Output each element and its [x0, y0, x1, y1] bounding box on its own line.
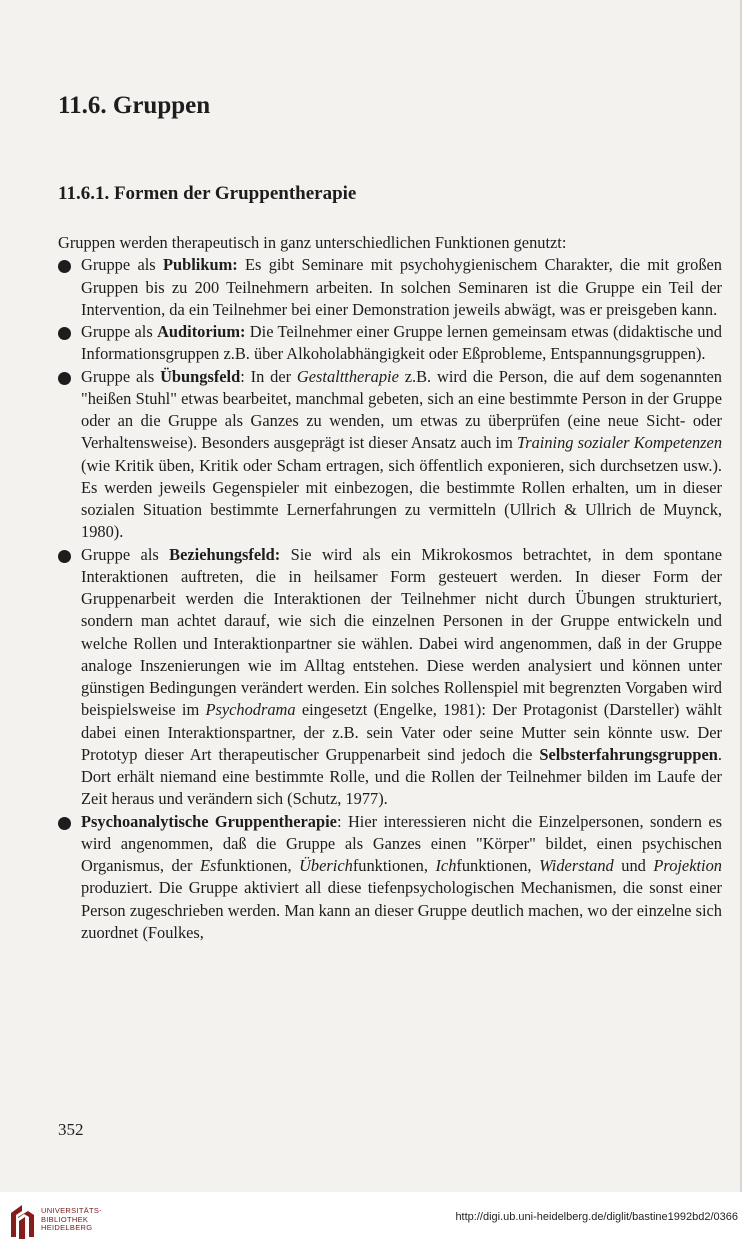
subsection-title: 11.6.1. Formen der Gruppentherapie [58, 183, 357, 204]
source-url-link[interactable]: http://digi.ub.uni-heidelberg.de/diglit/bastine1992bd2/0366 [455, 1211, 738, 1223]
intro-paragraph: Gruppen werden therapeutisch in ganz unterschiedlichen Funktionen genutzt: [58, 233, 567, 252]
library-logo-icon[interactable] [8, 1203, 38, 1246]
item-lead: Gruppe als [81, 544, 170, 564]
item-term: Übungsfeld [160, 366, 241, 386]
item-text: produziert. Die Gruppe aktiviert all diese tiefenpsychologischen Mechanismen, die sonst einer Person zugeschrieben werden. Man kann an dieser Gruppe deutlich machen, wo der einzelne sich zuordnet (Foulkes, [81, 878, 722, 942]
page-number: 352 [58, 1120, 84, 1139]
item-emphasis: Psychodrama [205, 700, 296, 720]
item-emphasis: Widerstand [539, 856, 614, 875]
item-emphasis: Es [200, 856, 217, 875]
item-emphasis: Überich [299, 856, 353, 875]
item-term: Publikum: [162, 255, 238, 275]
logo-line: HEIDELBERG [41, 1223, 93, 1232]
list-item-publikum [58, 254, 722, 321]
item-emphasis: Gestalttherapie [296, 366, 399, 386]
list-item-uebungsfeld [58, 366, 722, 544]
item-emphasis: Projektion [653, 856, 722, 875]
item-lead: Gruppe als [81, 366, 161, 386]
item-text: Die Teilnehmer einer Gruppe lernen gemeinsam etwas (didaktische und Informationsgruppen z.B. über Alkoholabhängigkeit oder Eßprobleme, Entspannungsgruppen). [81, 322, 722, 364]
item-text: . Dort erhält niemand eine bestimmte Rolle, und die Rollen der Teilnehmer bilden im Laufe der Zeit heraus und verändern sich (Schutz, 1977). [81, 744, 722, 809]
list-item-auditorium [58, 321, 722, 366]
item-lead: Gruppe als [81, 322, 158, 341]
section-title: 11.6. Gruppen [58, 92, 211, 119]
item-text: funktionen, [216, 856, 300, 875]
bullet-icon [58, 327, 71, 340]
bullet-icon [58, 817, 71, 830]
item-emphasis: Training sozialer Kompetenzen [517, 433, 723, 453]
logo-line: BIBLIOTHEK [41, 1214, 89, 1224]
item-lead: Gruppe als [81, 255, 163, 275]
bullet-icon [58, 372, 71, 385]
item-text: und [613, 856, 654, 875]
body-text [58, 232, 722, 944]
item-text: : Hier interessieren nicht die Einzelpersonen, sondern es wird angenommen, daß die Gruppe als Ganzes einen "Körper" bildet, einen psychischen Organismus, der [81, 811, 722, 875]
item-text: funktionen, [456, 856, 540, 875]
item-text: : In der [240, 366, 297, 386]
bullet-icon [58, 260, 71, 273]
item-text: Es gibt Seminare mit psychohygienischem Charakter, die mit großen Gruppen bis zu 200 Teilnehmern arbeiten. In solchen Seminaren ist die Gruppe ein Teil der Intervention, da ein Teilnehmer bei einer Demonstration jeweils abwägt, was er preisgeben kann. [81, 255, 723, 319]
item-term: Psychoanalytische Gruppentherapie [81, 811, 337, 831]
bullet-icon [58, 550, 71, 563]
item-term: Beziehungsfeld: [169, 544, 281, 564]
item-text: funktionen, [352, 856, 436, 875]
library-logo-text [41, 1207, 102, 1233]
item-text: (wie Kritik üben, Kritik oder Scham ertragen, sich öffentlich exponieren, sich durchsetzen usw.). Es werden jeweils Gegenspieler mit einbezogen, die bestimmte Rollen erhalten, um in dieser sozialen Situation bestimmte Lernerfahrungen zu vermitteln (Ullrich & Ullrich de Muynck, 1980). [81, 455, 722, 542]
item-term: Auditorium: [157, 322, 246, 341]
item-text: z.B. wird die Person, die auf dem sogenannten "heißen Stuhl" etwas bearbeitet, manchmal gebeten, sich an eine bestimmte Person in der Gruppe oder an die Gruppe als Ganzes zu wenden, um etwas zu überprüfen (eine neue Sicht- oder Verhaltensweise). Besonders ausgeprägt ist dieser Ansatz auch im [81, 366, 722, 453]
logo-line: UNIVERSITÄTS- [41, 1206, 102, 1215]
item-term: Selbsterfahrungsgruppen [539, 744, 718, 764]
item-emphasis: Ich [435, 856, 457, 875]
list-item-psychoanalytisch [58, 811, 722, 945]
item-text: eingesetzt (Engelke, 1981): Der Protagonist (Darsteller) wählt dabei einen Interaktionspartner, der z.B. sein Vater oder seine Mutter sein könnte usw. Der Prototyp dieser Art therapeutischer Gruppenarbeit sind jedoch die [81, 700, 722, 764]
item-text: Sie wird als ein Mikrokosmos betrachtet, in dem spontane Interaktionen auftreten, die in heilsamer Form gesteuert werden. In dieser Form der Gruppenarbeit werden die Interaktionen der Teilnehmer nicht durch Übungen strukturiert, sondern man achtet darauf, wie sich die einzelnen Personen in der Gruppe entwickeln und welche Rollen und Interaktionpartner sie wählen. Dabei wird angenommen, daß in der Gruppe analoge Inszenierungen wie im Alltag entstehen. Diese werden analysiert und können unter günstigen Bedingungen verändert werden. Ein solches Rollenspiel mit begrenzten Vorgaben wird beispielsweise im [81, 544, 723, 720]
list-item-beziehungsfeld [58, 544, 722, 811]
footer-bar [0, 1192, 747, 1255]
